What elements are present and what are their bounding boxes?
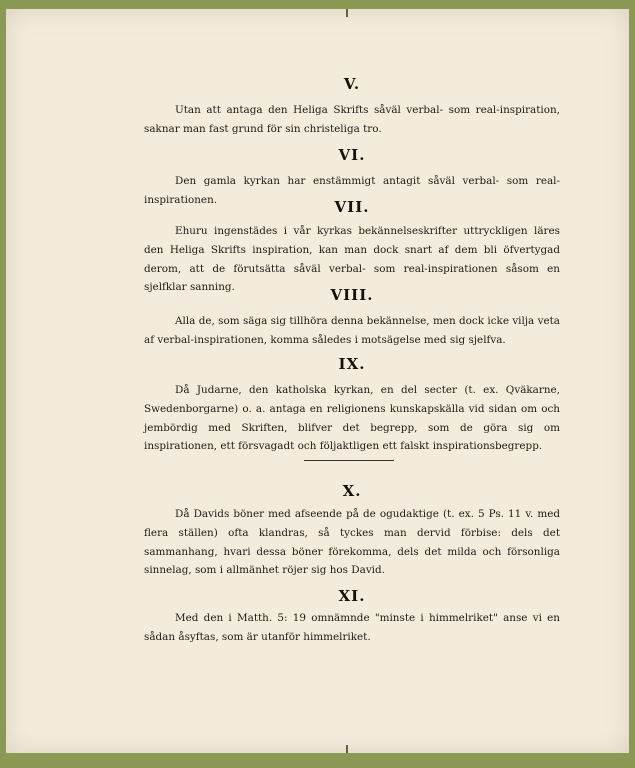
document-page <box>6 9 629 753</box>
section-numeral-vi: VI. <box>338 146 366 164</box>
section-text-vi: Den gamla kyrkan har enstämmigt antagit såväl verbal- som real-inspirationen. <box>144 175 560 206</box>
section-numeral-x: X. <box>342 482 362 500</box>
section-numeral-xi: XI. <box>338 587 366 605</box>
section-numeral-viii: VIII. <box>330 286 374 304</box>
section-numeral-v: V. <box>343 75 361 93</box>
section-divider <box>304 460 394 461</box>
section-text-xi: Med den i Matth. 5: 19 omnämnde "minste i himmelriket" anse vi en sådan åsyftas, som är utanför himmelriket. <box>144 612 560 643</box>
section-text-vii: Ehuru ingenstädes i vår kyrkas bekännelseskrifter uttryckligen läres den Heliga Skrifts inspiration, kan man dock snart af dem bli öfvertygad derom, att de förutsätta såväl verbal- som real-inspirationen såsom en sjelfklar sanning. <box>144 225 560 294</box>
section-text-ix: Då Judarne, den katholska kyrkan, en del secter (t. ex. Qväkarne, Swedenborgarne) o. a. antaga en religionens kunskapskälla vid sidan om och jembördig med Skriften, blifver det begrepp, som de göra sig om inspirationen, ett försvagadt och följaktligen ett falskt inspirationsbegrepp. <box>144 384 560 453</box>
section-text-v: Utan att antaga den Heliga Skrifts såväl verbal- som real-inspiration, saknar man fast grund för sin christeliga tro. <box>144 104 560 135</box>
fold-mark-bottom <box>346 745 348 753</box>
section-text-viii: Alla de, som säga sig tillhöra denna bekännelse, men dock icke vilja veta af verbal-inspirationen, komma således i motsägelse med sig sjelfva. <box>144 315 560 346</box>
fold-mark-top <box>346 9 348 17</box>
section-numeral-vii: VII. <box>334 198 370 216</box>
section-numeral-ix: IX. <box>338 355 366 373</box>
section-text-x: Då Davids böner med afseende på de ogudaktige (t. ex. 5 Ps. 11 v. med flera ställen) ofta klandras, så tyckes man dervid förbise: dels det sammanhang, hvari dessa böner förekomma, dels det milda och försonliga sinnelag, som i allmänhet röjer sig hos David. <box>144 508 560 577</box>
